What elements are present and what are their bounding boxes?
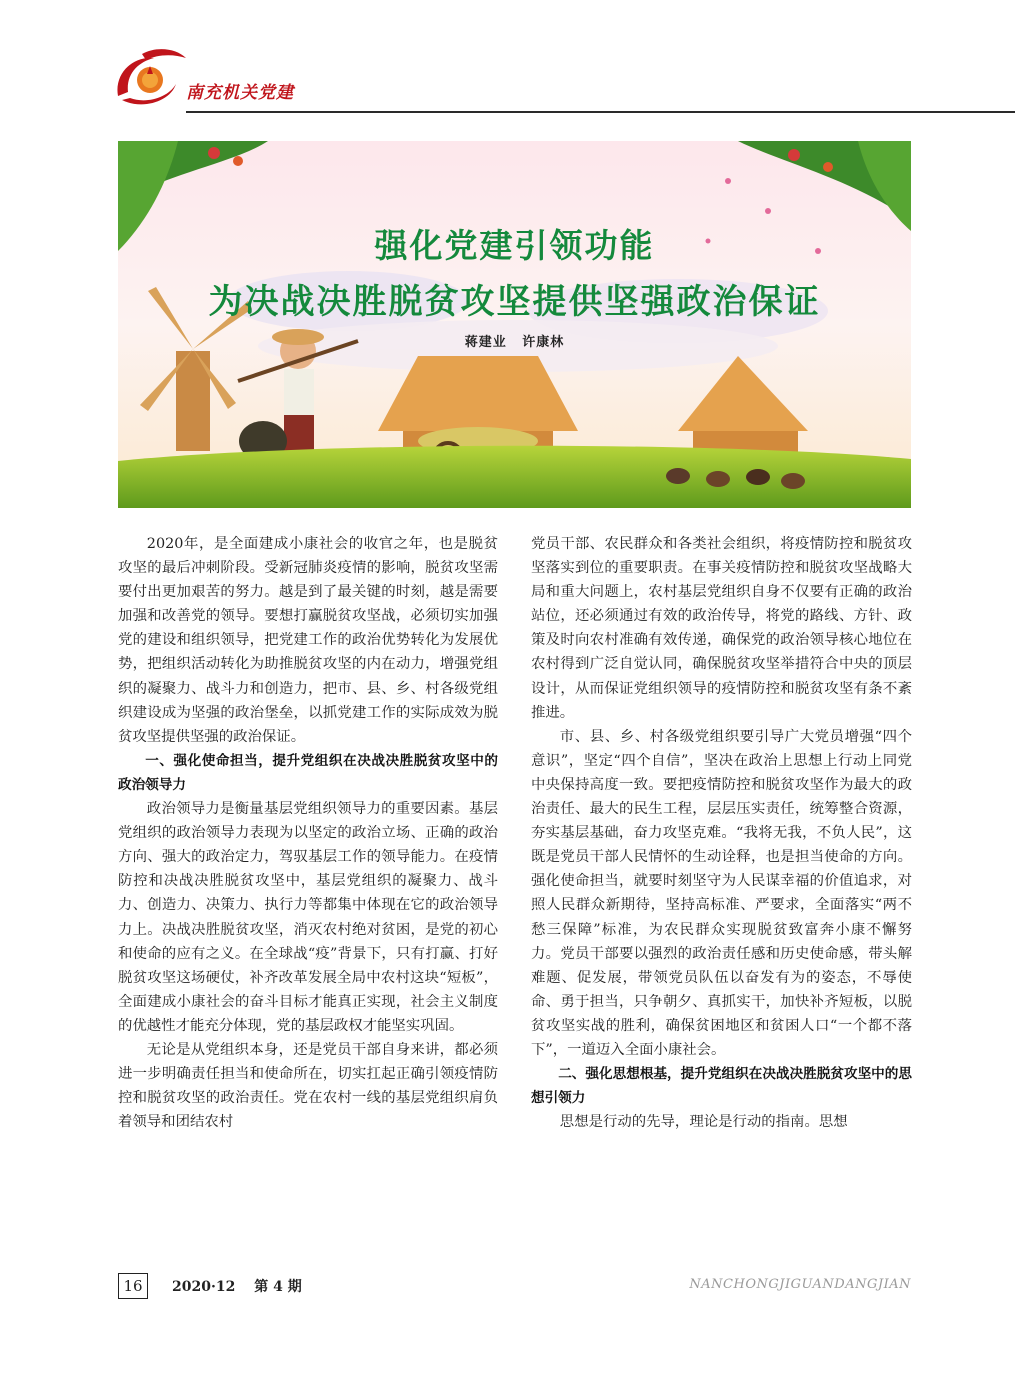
magazine-name: 南充机关党建: [186, 83, 294, 103]
paragraph: 2020年，是全面建成小康社会的收官之年，也是脱贫攻坚的最后冲刺阶段。受新冠肺炎疫情的影响，脱贫攻坚需要付出更加艰苦的努力。越是到了最关键的时刻，越是需要加强和改善党的领导。要想打赢脱贫攻坚战，必须切实加强党的建设和组织领导，把党建工作的政治优势转化为发展优势，把组织活动转化为助推脱贫攻坚的内在动力，增强党组织的凝聚力、战斗力和创造力，把市、县、乡、村各级党组织建设成为坚强的政治堡垒，以抓党建工作的实际成效为脱贫攻坚提供坚强的政治保证。: [118, 536, 498, 745]
issue-number: 第 4 期: [254, 1279, 302, 1295]
paragraph: 党员干部、农民群众和各类社会组织，将疫情防控和脱贫攻坚落实到位的重要职责。在事关疫情防控和脱贫攻坚战略大局和重大问题上，农村基层党组织自身不仅要有正确的政治站位，还必须通过有效的政治传导，将党的路线、方针、政策及时向农村准确有效传递，确保党的政治领导核心地位在农村得到广泛自觉认同，确保脱贫攻坚举措符合中央的顶层设计，从而保证党组织领导的疫情防控和脱贫攻坚有条不紊推进。: [531, 536, 912, 721]
magazine-logo: [112, 44, 192, 112]
article-column-left: [118, 532, 498, 1134]
article-title-line-1: 强化党建引领功能: [374, 226, 655, 265]
page-number: 16: [118, 1273, 148, 1299]
section-heading-1: 一、强化使命担当，提升党组织在决战决胜脱贫攻坚中的政治领导力: [118, 752, 498, 793]
header-rule: [186, 111, 1015, 113]
paragraph: 无论是从党组织本身，还是党员干部自身来讲，都必须进一步明确责任担当和使命所在，切实扛起正确引领疫情防控和脱贫攻坚的政治责任。党在农村一线的基层党组织肩负着领导和团结农村: [118, 1041, 498, 1131]
issue-date: 2020·12: [172, 1279, 236, 1295]
article-byline: 蒋建业 许康林: [464, 335, 565, 350]
paragraph: 思想是行动的先导，理论是行动的指南。思想: [559, 1114, 848, 1131]
article-title-line-2: 为决战决胜脱贫攻坚提供坚强政治保证: [208, 282, 821, 322]
issue-info: [172, 1276, 316, 1296]
hero-banner: [118, 141, 911, 508]
hero-illustration: [118, 141, 911, 508]
paragraph: 政治领导力是衡量基层党组织领导力的重要因素。基层党组织的政治领导力表现为以坚定的政治立场、正确的政治方向、强大的政治定力，驾驭基层工作的领导能力。在疫情防控和决战决胜脱贫攻坚中，基层党组织的凝聚力、战斗力、创造力、决策力、执行力等都集中体现在它的政治领导力上。决战决胜脱贫攻坚，消灭农村绝对贫困，是党的初心和使命的应有之义。在全球战“疫”背景下，只有打赢、打好脱贫攻坚这场硬仗，补齐改革发展全局中农村这块“短板”，全面建成小康社会的奋斗目标才能真正实现，社会主义制度的优越性才能充分体现，党的基层政权才能坚实巩固。: [118, 801, 498, 1034]
section-heading-2: 二、强化思想根基，提升党组织在决战决胜脱贫攻坚中的思想引领力: [531, 1066, 912, 1107]
paragraph: 市、县、乡、村各级党组织要引导广大党员增强“四个意识”，坚定“四个自信”，坚决在政治上思想上行动上同党中央保持高度一致。要把疫情防控和脱贫攻坚作为最大的政治责任、最大的民生工程，层层压实责任，统筹整合资源，夯实基层基础，奋力攻坚克难。“我将无我，不负人民”，这既是党员干部人民情怀的生动诠释，也是担当使命的方向。强化使命担当，就要时刻坚守为人民谋幸福的价值追求，对照人民群众新期待，坚持高标准、严要求，全面落实“两不愁三保障”标准，为农民群众实现脱贫致富奔小康不懈努力。党员干部要以强烈的政治责任感和历史使命感，带头解难题、促发展，带领党员队伍以奋发有为的姿态，不辱使命、勇于担当，只争朝夕、真抓实干，加快补齐短板，以脱贫攻坚实战的胜利，确保贫困地区和贫困人口“一个都不落下”，一道迈入全面小康社会。: [531, 728, 912, 1058]
article-column-right: [531, 532, 912, 1134]
journal-name: NANCHONGJIGUANDANGJIAN: [689, 1277, 911, 1292]
